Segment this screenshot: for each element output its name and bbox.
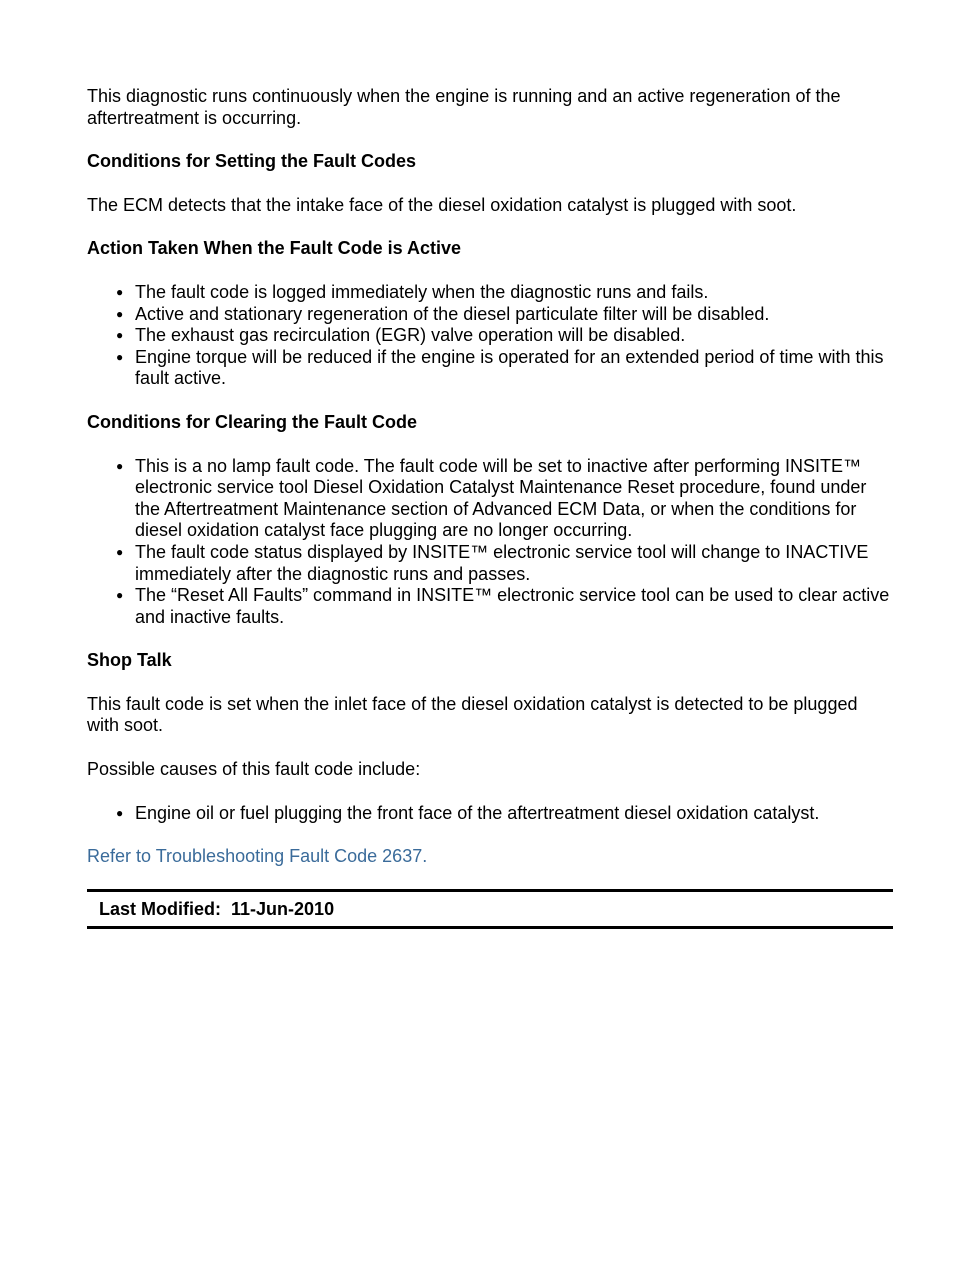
- clearing-list: [87, 456, 893, 629]
- bullet-icon: ●: [116, 458, 124, 473]
- bullet-icon: ●: [116, 328, 124, 343]
- bullet-icon: ●: [116, 306, 124, 321]
- heading-clearing-conditions: Conditions for Clearing the Fault Code: [87, 411, 417, 432]
- bullet-icon: ●: [116, 588, 124, 603]
- list-item-text: The fault code status displayed by INSITE™ electronic service tool will change to INACTIVE immediately after the diagnostic runs and passes.: [135, 541, 869, 584]
- list-item: [116, 585, 893, 628]
- troubleshooting-link[interactable]: Refer to Troubleshooting Fault Code 2637.: [87, 846, 428, 867]
- bullet-icon: ●: [116, 805, 124, 820]
- list-item-text: The exhaust gas recirculation (EGR) valve operation will be disabled.: [135, 325, 686, 346]
- intro-paragraph: This diagnostic runs continuously when the engine is running and an active regeneration of the aftertreatment is occurring.: [87, 86, 841, 128]
- heading-setting-conditions: Conditions for Setting the Fault Codes: [87, 151, 416, 172]
- list-item: [116, 281, 893, 304]
- document-page: [87, 86, 893, 929]
- list-item-text: The fault code is logged immediately when the diagnostic runs and fails.: [135, 281, 709, 302]
- list-item-text: The “Reset All Faults” command in INSITE™ electronic service tool can be used to clear active and inactive faults.: [135, 585, 890, 627]
- heading-shop-talk: Shop Talk: [87, 650, 172, 671]
- causes-list: [87, 803, 893, 825]
- list-item: [116, 303, 893, 326]
- bullet-icon: ●: [116, 284, 124, 299]
- heading-action-taken: Action Taken When the Fault Code is Active: [87, 238, 462, 259]
- last-modified-label: Last Modified:: [99, 898, 221, 919]
- list-item-text: This is a no lamp fault code. The fault code will be set to inactive after performing INSITE™ electronic service tool Diesel Oxidation Catalyst Maintenance Reset procedure, found under the Aftertreatment Maintenance section of Advanced ECM Data, or when the conditions for diesel oxidation catalyst face plugging are no longer occurring.: [135, 455, 867, 541]
- list-item: [116, 802, 893, 825]
- list-item: [116, 346, 893, 390]
- possible-causes-intro: Possible causes of this fault code include:: [87, 759, 421, 780]
- last-modified-date: 11-Jun-2010: [231, 898, 335, 919]
- list-item: [116, 455, 893, 542]
- list-item: [116, 325, 893, 347]
- list-item: [116, 541, 893, 585]
- list-item-text: Engine torque will be reduced if the engine is operated for an extended period of time with this fault active.: [135, 346, 884, 389]
- last-modified-bar: [87, 889, 893, 929]
- list-item-text: Engine oil or fuel plugging the front face of the aftertreatment diesel oxidation catalyst.: [135, 802, 820, 823]
- bullet-icon: ●: [116, 544, 124, 559]
- setting-conditions-text: The ECM detects that the intake face of the diesel oxidation catalyst is plugged with soot.: [87, 194, 797, 215]
- list-item-text: Active and stationary regeneration of the diesel particulate filter will be disabled.: [135, 303, 770, 324]
- bullet-icon: ●: [116, 349, 124, 364]
- action-list: [87, 282, 893, 390]
- shop-talk-text: This fault code is set when the inlet face of the diesel oxidation catalyst is detected to be plugged with soot.: [87, 693, 858, 736]
